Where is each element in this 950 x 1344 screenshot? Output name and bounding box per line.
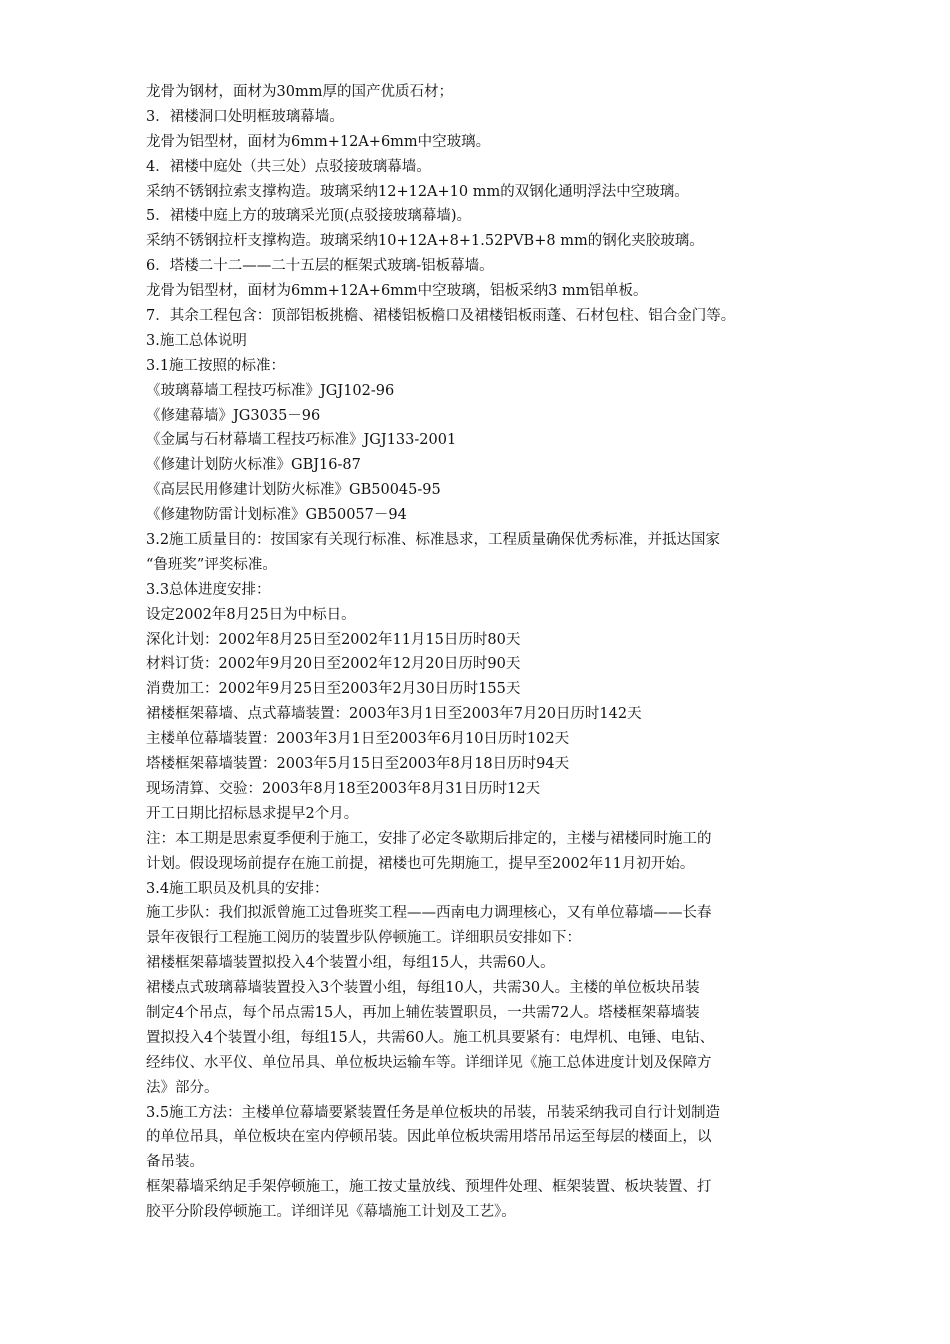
text-line: 3.施工总体说明 [146,332,247,349]
text-line: 3.2施工质量目的：按国家有关现行标准、标准恳求，工程质量确保优秀标准，并抵达国家 [146,532,721,549]
text-line: 龙骨为铝型材，面材为6mm+12A+6mm中空玻璃。 [146,133,491,150]
text-line: 制定4个吊点，每个吊点需15人，再加上辅佐装置职员，一共需72人。塔楼框架幕墙装 [146,1004,700,1021]
text-line: 3.4施工职员及机具的安排： [146,880,329,897]
text-line: 备吊装。 [146,1154,204,1171]
text-line: 设定2002年8月25日为中标日。 [146,606,356,623]
text-line: 5．裙楼中庭上方的玻璃采光顶(点驳接玻璃幕墙)。 [146,208,472,225]
text-line: 胶平分阶段停顿施工。详细详见《幕墙施工计划及工艺》。 [146,1204,516,1221]
text-line: 框架幕墙采纳足手架停顿施工，施工按丈量放线、预埋件处理、框架装置、板块装置、打 [146,1179,712,1196]
text-line: 施工步队：我们拟派曾施工过鲁班奖工程——西南电力调理核心，又有单位幕墙——长春 [146,905,712,922]
text-line: 《玻璃幕墙工程技巧标准》JGJ102-96 [146,382,395,399]
text-line: 计划。假设现场前提存在施工前提，裙楼也可先期施工，提早至2002年11月初开始。 [146,855,695,872]
text-line: 3．裙楼洞口处明框玻璃幕墙。 [146,108,344,125]
text-line: 3.1施工按照的标准： [146,357,286,374]
text-line: 裙楼框架幕墙装置拟投入4个装置小组，每组15人，共需60人。 [146,955,555,972]
text-line: 裙楼点式玻璃幕墙装置投入3个装置小组，每组10人，共需30人。主楼的单位板块吊装 [146,980,700,997]
text-line: 法》部分。 [146,1079,219,1096]
text-line: 深化计划：2002年8月25日至2002年11月15日历时80天 [146,631,521,648]
text-line: 《金属与石材幕墙工程技巧标准》JGJ133-2001 [146,432,457,449]
text-line: 现场清算、交验：2003年8月18至2003年8月31日历时12天 [146,780,541,797]
text-line: 塔楼框架幕墙装置：2003年5月15日至2003年8月18日历时94天 [146,756,570,773]
text-line: 消费加工：2002年9月25日至2003年2月30日历时155天 [146,681,521,698]
text-line: 《修建幕墙》JG3035－96 [146,407,321,424]
text-line: 3.3总体进度安排： [146,581,271,598]
text-line: 主楼单位幕墙装置：2003年3月1日至2003年6月10日历时102天 [146,731,570,748]
text-line: 开工日期比招标恳求提早2个月。 [146,805,359,822]
text-line: 《修建计划防火标准》GBJ16-87 [146,457,361,474]
text-line: 的单位吊具，单位板块在室内停顿吊装。因此单位板块需用塔吊吊运至每层的楼面上，以 [146,1129,712,1146]
text-line: 置拟投入4个装置小组，每组15人，共需60人。施工机具要紧有：电焊机、电锤、电钻、 [146,1029,715,1046]
text-line: 采纳不锈钢拉索支撑构造。玻璃采纳12+12A+10 mm的双钢化通明浮法中空玻璃。 [146,183,689,200]
text-line: 4．裙楼中庭处（共三处）点驳接玻璃幕墙。 [146,158,431,175]
text-line: 龙骨为铝型材，面材为6mm+12A+6mm中空玻璃，铝板采纳3 mm铝单板。 [146,283,648,300]
text-line: 《修建物防雷计划标准》GB50057－94 [146,507,407,524]
text-line: 采纳不锈钢拉杆支撑构造。玻璃采纳10+12A+8+1.52PVB+8 mm的钢化夹胶玻璃。 [146,233,704,250]
document-body [146,80,826,1225]
text-line: 经纬仪、水平仪、单位吊具、单位板块运输车等。详细详见《施工总体进度计划及保障方 [146,1054,712,1071]
text-line: 材料订货：2002年9月20日至2002年12月20日历时90天 [146,656,521,673]
text-line: 《高层民用修建计划防火标准》GB50045-95 [146,482,441,499]
text-line: 3.5施工方法：主楼单位幕墙要紧装置任务是单位板块的吊装，吊装采纳我司自行计划制造 [146,1104,721,1121]
text-line: “鲁班奖”评奖标准。 [146,556,277,573]
text-line: 龙骨为钢材，面材为30mm厚的国产优质石材； [146,84,453,100]
text-line: 6．塔楼二十二——二十五层的框架式玻璃-铝板幕墙。 [146,258,494,275]
text-line: 景年夜银行工程施工阅历的装置步队停顿施工。详细职员安排如下： [146,930,581,947]
text-line: 注：本工期是思索夏季便利于施工，安排了必定冬歇期后排定的，主楼与裙楼同时施工的 [146,830,712,847]
text-line: 7．其余工程包含：顶部铝板挑檐、裙楼铝板檐口及裙楼铝板雨蓬、石材包柱、铝合金门等。 [146,308,736,325]
text-line: 裙楼框架幕墙、点式幕墙装置：2003年3月1日至2003年7月20日历时142天 [146,706,642,723]
